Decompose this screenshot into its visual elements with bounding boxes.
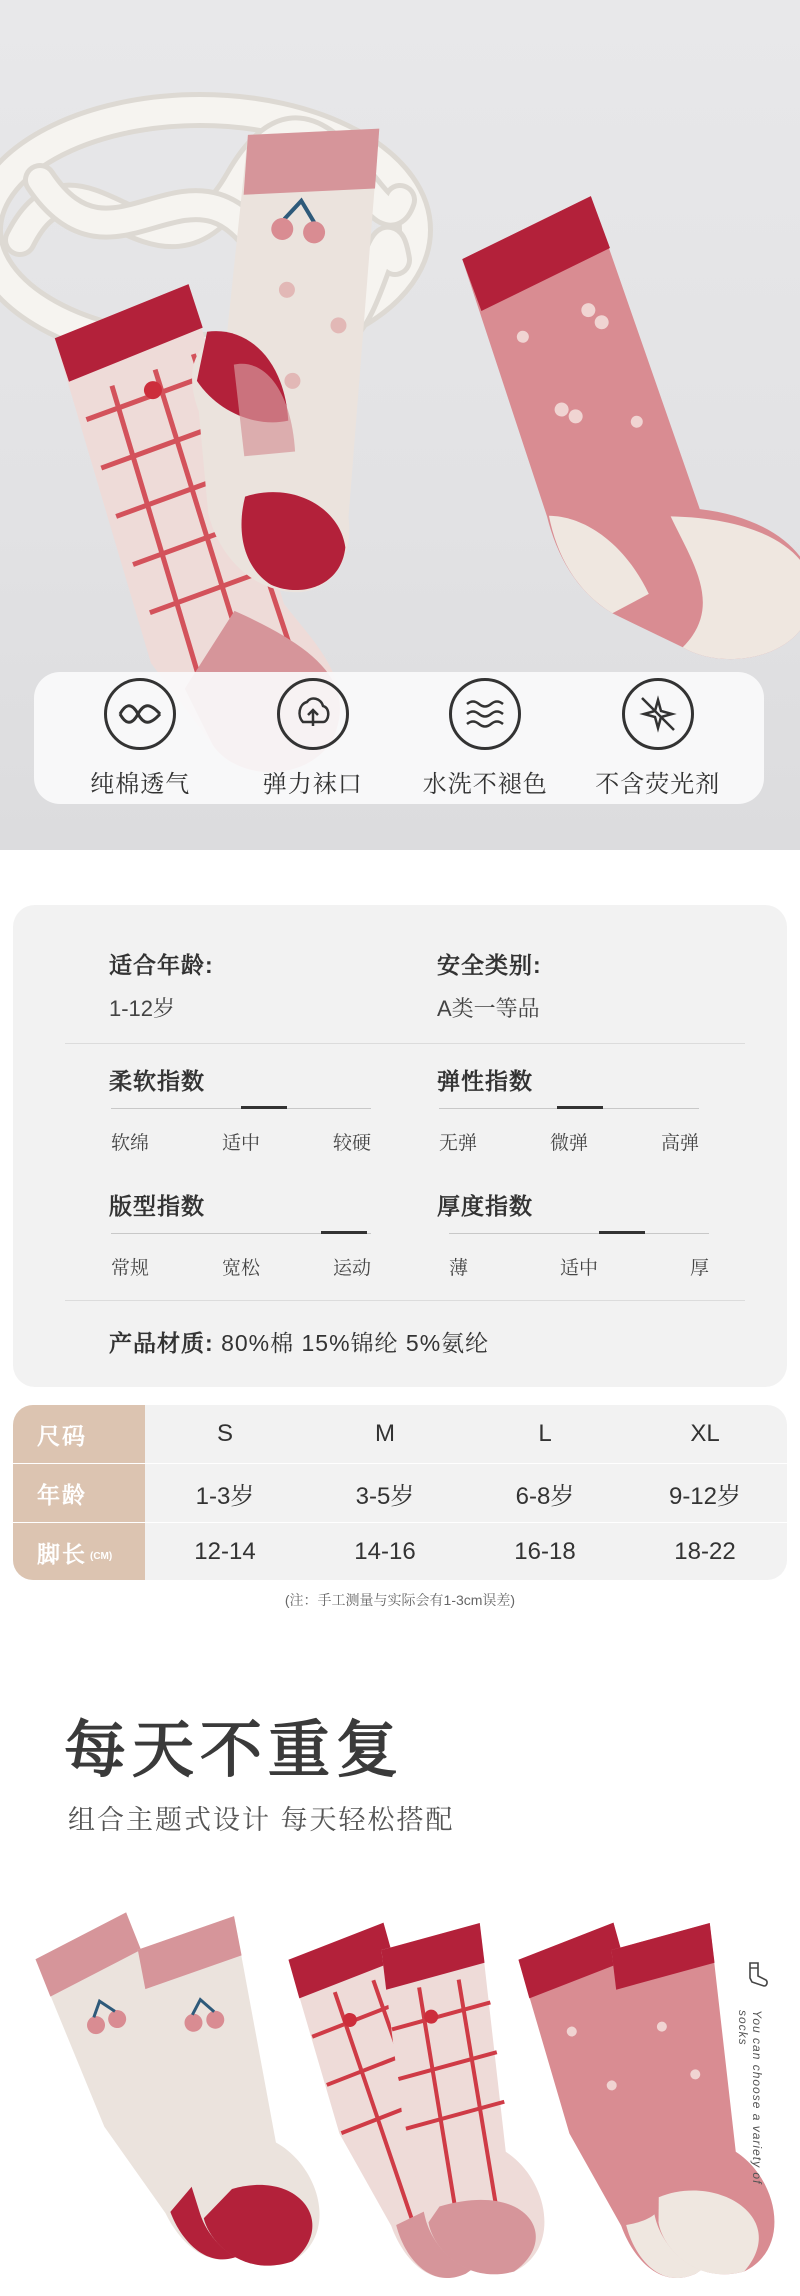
feature-label: 水洗不褪色: [422, 770, 548, 798]
age-label: 适合年龄:: [109, 952, 214, 978]
table-cell: 14-16: [354, 1538, 416, 1565]
scale-option: 较硬: [332, 1133, 371, 1154]
measurement-note: (注：手工测量与实际会有1-3cm误差): [284, 1592, 516, 1608]
table-cell: 12-14: [194, 1538, 256, 1565]
slogan-subtitle: 组合主题式设计 每天轻松搭配: [68, 1805, 455, 1835]
size-table: [13, 1405, 787, 1580]
plaid-sock-pair: [285, 1913, 548, 2296]
scale-option: 厚: [689, 1258, 709, 1279]
feature-colorfast: [410, 678, 560, 799]
scale-option: 适中: [559, 1258, 598, 1279]
sock-icon: [742, 1960, 772, 1990]
table-cell: S: [216, 1420, 233, 1447]
table-cell: 18-22: [674, 1538, 736, 1565]
thickness-index: [437, 1188, 737, 1221]
feature-label: 不含荧光剂: [595, 770, 721, 798]
scale-option: 软绵: [111, 1133, 150, 1154]
scale-option: 运动: [332, 1258, 371, 1279]
scale-option: 薄: [449, 1258, 469, 1279]
table-cell: 3-5岁: [355, 1482, 415, 1510]
table-row: [13, 1405, 787, 1463]
divider: [65, 1043, 745, 1044]
table-cell: XL: [690, 1420, 720, 1447]
age-info: [109, 947, 409, 1023]
sock-pairs-photo: [0, 1880, 800, 2296]
feature-cotton: [65, 678, 215, 799]
fit-index: [109, 1188, 409, 1221]
row-header: 尺码: [13, 1405, 145, 1463]
scale-option: 常规: [111, 1258, 150, 1279]
scale-option: 无弹: [439, 1133, 478, 1154]
row-header: 脚长 (CM): [13, 1523, 145, 1580]
feature-label: 纯棉透气: [90, 770, 191, 798]
thickness-scale: [449, 1233, 709, 1279]
table-cell: 9-12岁: [668, 1482, 742, 1510]
side-caption: You can choose a variety of socks: [736, 2010, 764, 2185]
row-header: 年龄: [13, 1464, 145, 1522]
softness-scale: [111, 1108, 371, 1154]
scale-option: 高弹: [660, 1133, 699, 1154]
safety-value: A类一等品: [437, 996, 540, 1021]
elasticity-scale: [439, 1108, 699, 1154]
fit-marker: [321, 1231, 367, 1234]
pink-sock-pair: [515, 1913, 778, 2296]
slogan-title: 每天不重复: [64, 1716, 405, 1785]
table-row: [13, 1464, 787, 1522]
thickness-label: 厚度指数: [437, 1193, 533, 1219]
softness-label: 柔软指数: [109, 1068, 205, 1094]
thickness-marker: [599, 1231, 645, 1234]
table-cell: 16-18: [514, 1538, 576, 1565]
product-info-card: [13, 905, 787, 1387]
table-row: [13, 1523, 787, 1580]
elasticity-marker: [557, 1106, 603, 1109]
elasticity-index: [437, 1063, 737, 1096]
feature-label: 弹力袜口: [262, 770, 363, 798]
stretch-arrows-icon: [277, 678, 349, 750]
feature-no-fluorescent: [583, 678, 733, 799]
fit-scale: [111, 1233, 371, 1279]
scale-option: 微弹: [549, 1133, 588, 1154]
table-cell: M: [375, 1420, 395, 1447]
hero-product-photo: [0, 0, 800, 850]
softness-index: [109, 1063, 409, 1096]
safety-info: [437, 947, 737, 1023]
age-value: 1-12岁: [109, 996, 176, 1021]
softness-marker: [241, 1106, 287, 1109]
table-cell: 1-3岁: [195, 1482, 255, 1510]
wave-water-icon: [449, 678, 521, 750]
fit-label: 版型指数: [109, 1193, 205, 1219]
material-value: 80%棉 15%锦纶 5%氨纶: [221, 1330, 490, 1356]
cherry-sock-pair: [30, 1898, 326, 2288]
divider: [65, 1300, 745, 1301]
pink-sock: [455, 167, 800, 702]
table-cell: 6-8岁: [515, 1482, 575, 1510]
material-label: 产品材质:: [109, 1330, 214, 1356]
material-info: [109, 1325, 489, 1358]
elasticity-label: 弹性指数: [437, 1068, 533, 1094]
unit-label: (CM): [90, 1550, 113, 1562]
table-cell: L: [538, 1420, 552, 1447]
sparkle-no-icon: [622, 678, 694, 750]
feature-bar: [34, 672, 764, 804]
scale-option: 适中: [221, 1133, 260, 1154]
scale-option: 宽松: [221, 1258, 260, 1279]
rope-twist-icon: [104, 678, 176, 750]
safety-label: 安全类别:: [437, 952, 542, 978]
feature-elastic: [238, 678, 388, 799]
